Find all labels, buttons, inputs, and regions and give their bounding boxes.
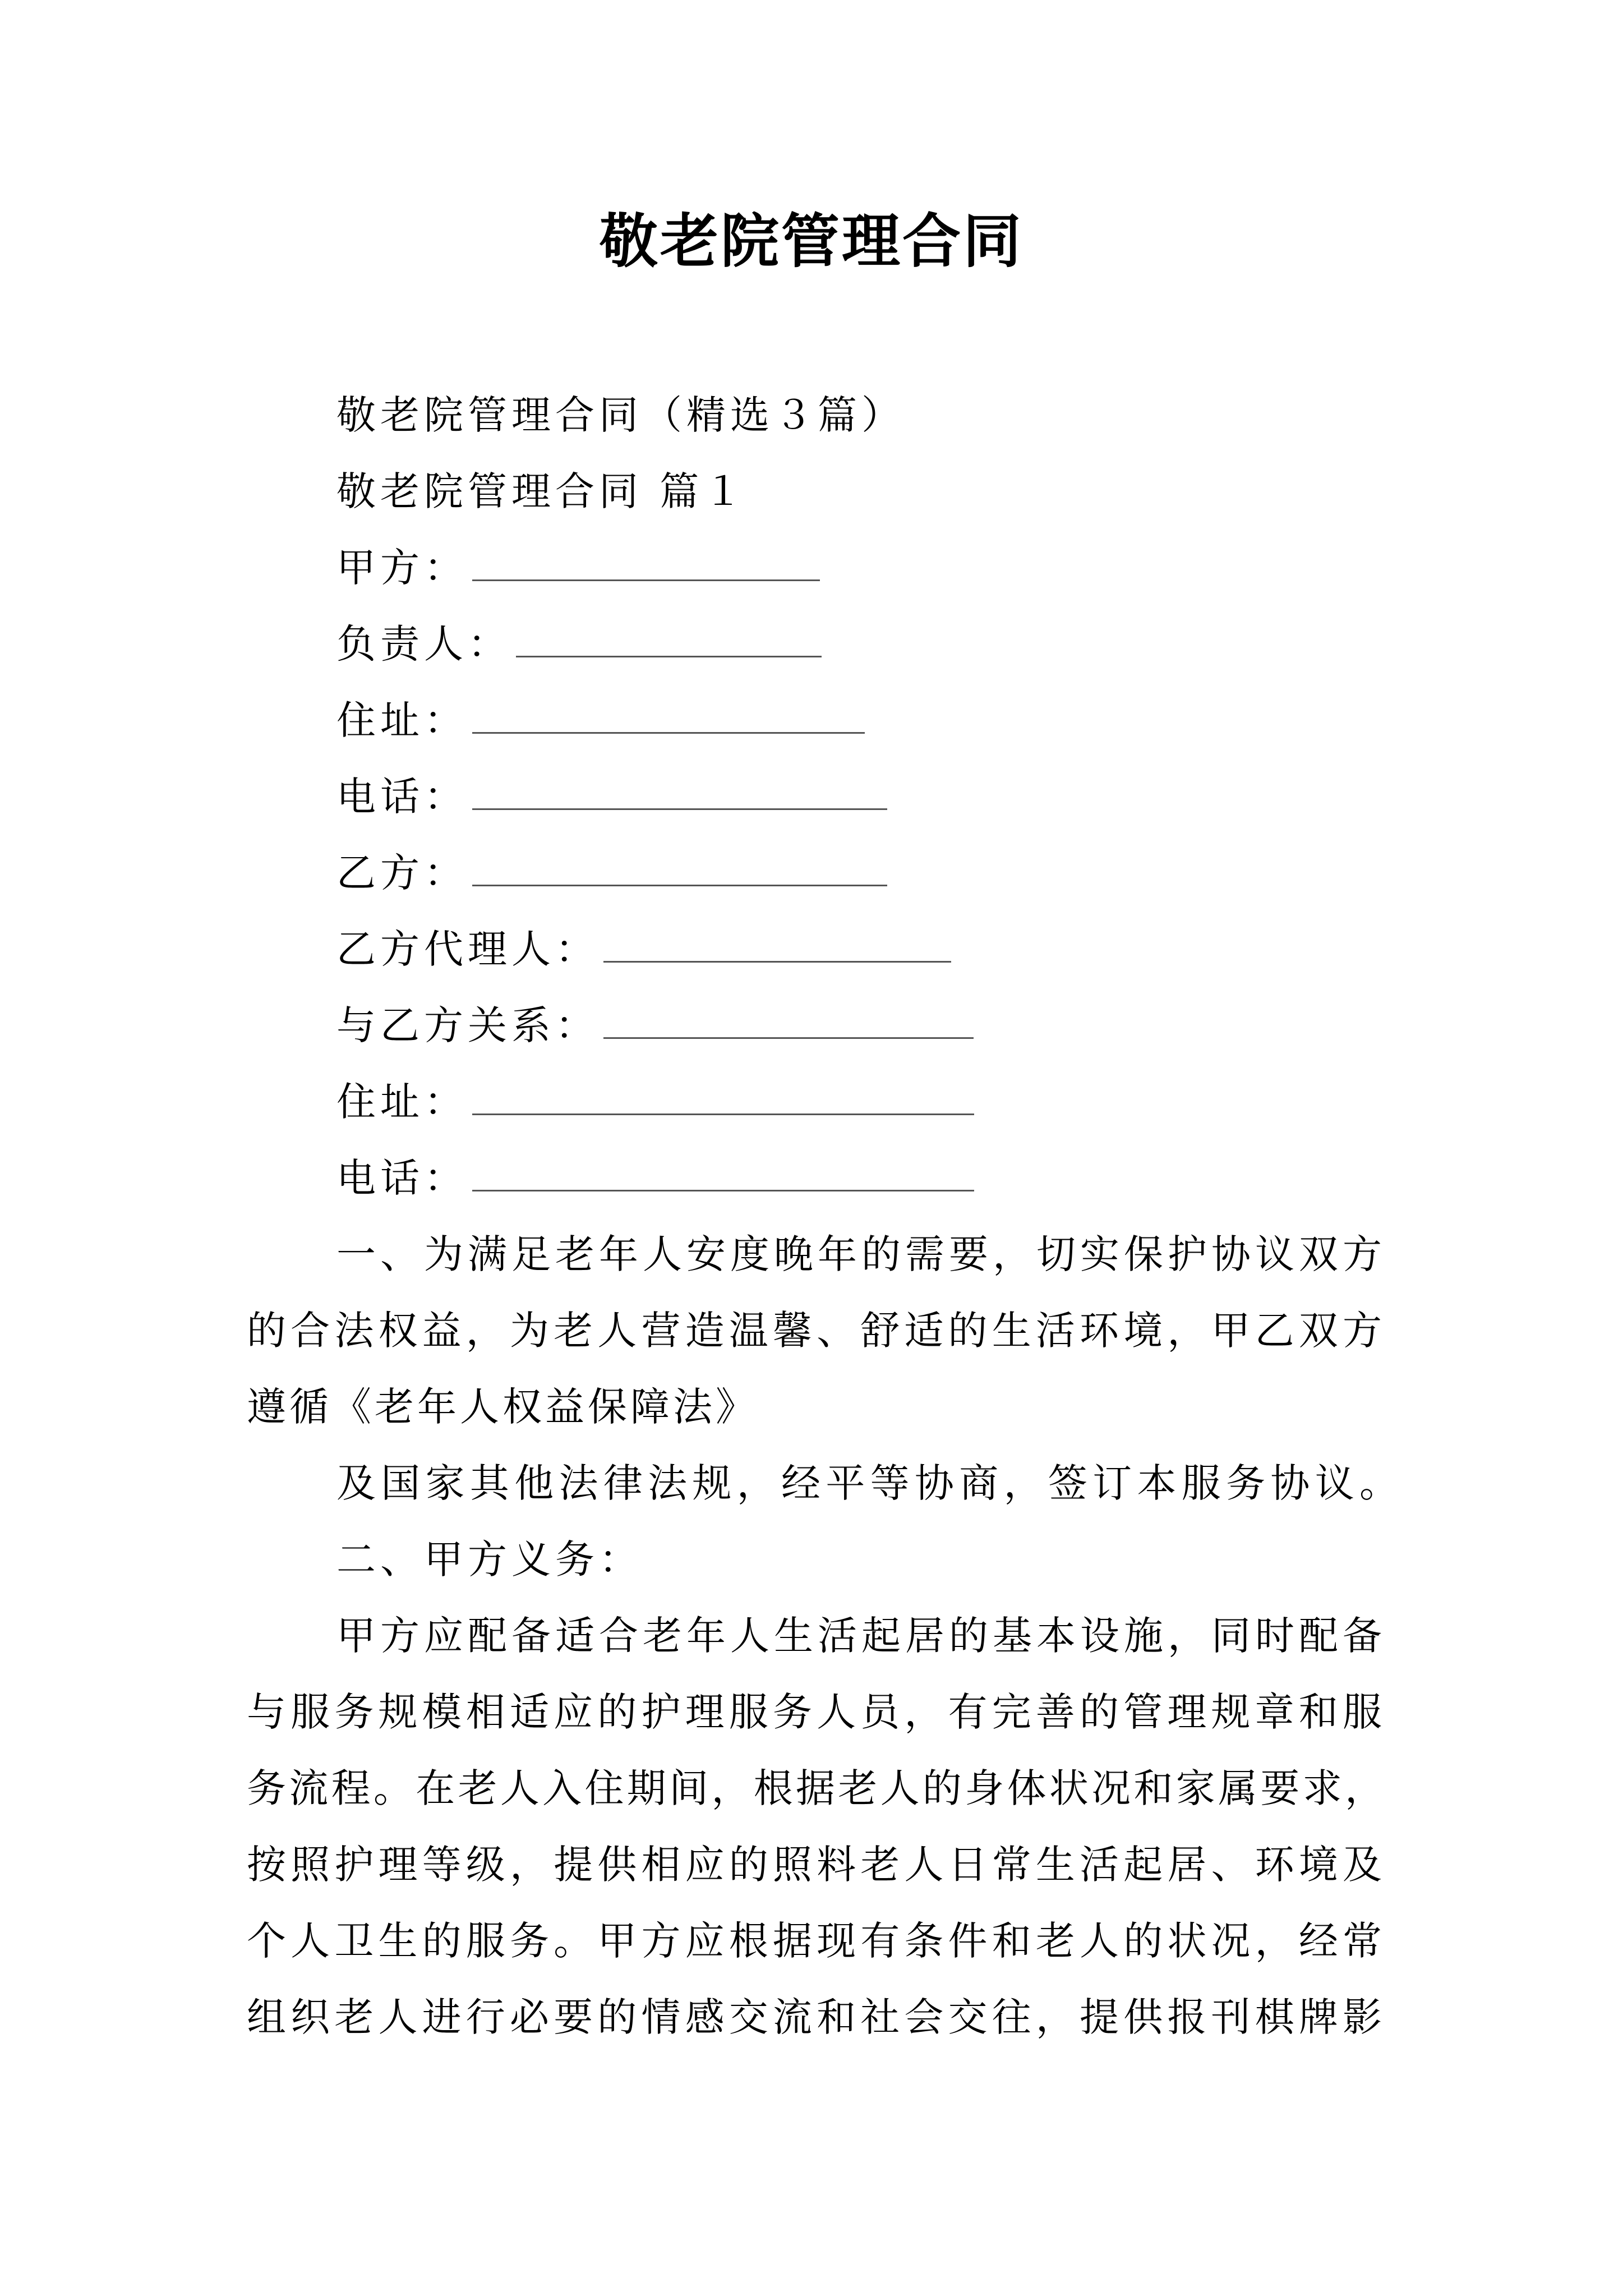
document-title: 敬老院管理合同: [599, 206, 1023, 275]
field-label: 负责人：: [336, 621, 511, 667]
field-party-a: [336, 540, 820, 596]
field-responsible-person: [336, 616, 822, 672]
paragraph-line: 个人卫生的服务。甲方应根据现有条件和老人的状况，经常: [247, 1918, 1385, 1964]
blank-line: [603, 1004, 974, 1039]
paragraph-line: 遵循《老年人权益保障法》: [247, 1384, 758, 1430]
paragraph-line: 组织老人进行必要的情感交流和社会交往，提供报刊棋牌影: [247, 1994, 1385, 2040]
field-relationship: [336, 997, 974, 1053]
paragraph-line: 甲方应配备适合老年人生活起居的基本设施，同时配备: [336, 1613, 1385, 1659]
section-heading: 敬老院管理合同 篇１: [336, 468, 748, 514]
field-address-a: [336, 692, 865, 748]
field-label: 电话：: [336, 774, 468, 820]
field-label: 乙方：: [336, 850, 468, 896]
field-label: 电话：: [336, 1155, 468, 1201]
blank-line: [472, 698, 865, 734]
document-subtitle: 敬老院管理合同（精选３篇）: [336, 392, 905, 438]
field-label: 甲方：: [336, 545, 468, 591]
field-phone-a: [336, 769, 887, 825]
paragraph-line: 及国家其他法律法规，经平等协商，签订本服务协议。: [336, 1460, 1402, 1506]
field-label: 与乙方关系：: [336, 1002, 599, 1048]
field-address-b: [336, 1074, 974, 1130]
field-phone-b: [336, 1150, 974, 1206]
paragraph-line: 务流程。在老人入住期间，根据老人的身体状况和家属要求，: [247, 1765, 1385, 1811]
blank-line: [472, 851, 887, 886]
blank-line: [472, 546, 820, 581]
blank-line: [472, 1080, 974, 1115]
paragraph-line: 的合法权益，为老人营造温馨、舒适的生活环境，甲乙双方: [247, 1308, 1385, 1354]
paragraph-line: 一、为满足老年人安度晚年的需要，切实保护协议双方: [336, 1231, 1385, 1277]
section-heading-obligations: 二、甲方义务：: [336, 1536, 643, 1582]
field-label: 住址：: [336, 1079, 468, 1125]
blank-line: [516, 622, 822, 657]
field-party-b-agent: [336, 921, 951, 977]
paragraph-line: 按照护理等级，提供相应的照料老人日常生活起居、环境及: [247, 1842, 1385, 1888]
field-party-b: [336, 845, 887, 901]
blank-line: [472, 775, 887, 810]
paragraph-line: 与服务规模相适应的护理服务人员，有完善的管理规章和服: [247, 1689, 1385, 1735]
blank-line: [472, 1156, 974, 1191]
field-label: 住址：: [336, 697, 468, 743]
blank-line: [603, 927, 951, 963]
field-label: 乙方代理人：: [336, 926, 599, 972]
